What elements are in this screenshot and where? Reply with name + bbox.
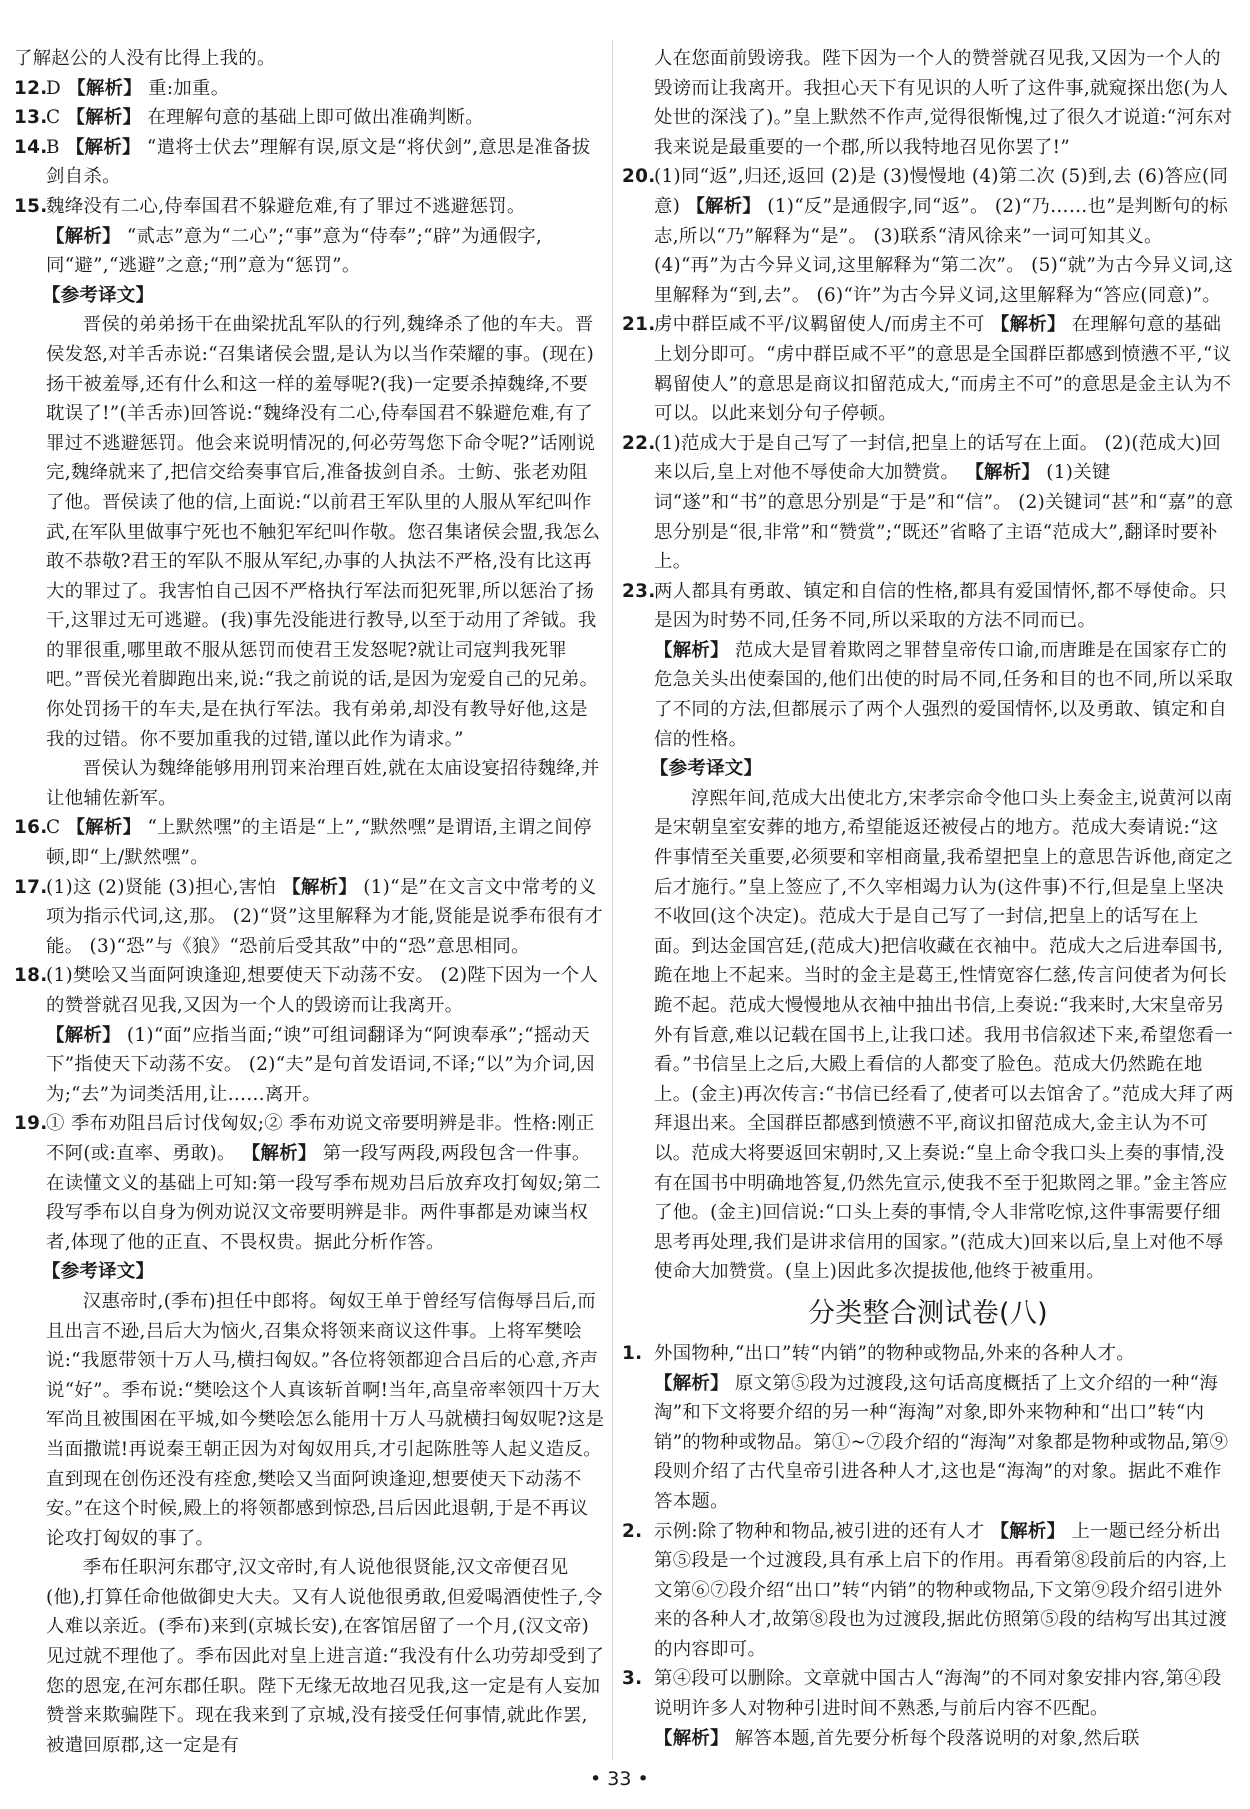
section-heading: 分类整合测试卷(八) xyxy=(807,1297,1049,1329)
answer-22: 22.(1)范成大于是自己写了一封信,把皇上的话写在上面。 (2)(范成大)回来以后,皇上对他不辱使命大加赞赏。 【解析】 (1)关键词“遂”和“书”的意思分别是“于是”和“信”。 (2)关键词“甚”和“嘉”的意思分别是“很,非常”和“赞赏”;“既还”省略了主语“范成大”,翻译时要补上。 xyxy=(622,432,1234,573)
answer-3: 3. 第④段可以删除。文章就中国古人“海淘”的不同对象安排内容,第④段说明许多人对物种引进时间不熟悉,与前后内容不匹配。 xyxy=(622,1668,1222,1720)
column-divider xyxy=(612,40,613,1760)
analysis-18: 【解析】 (1)“面”应指当面;“谀”可组词翻译为“阿谀奉承”;“摇动天下”指使天下动荡不安。 (2)“夫”是句首发语词,不译;“以”为介词,因为;“去”为词类活用,让……离开。 xyxy=(46,1024,595,1105)
answer-2: 2. 示例:除了物种和物品,被引进的还有人才 【解析】 上一题已经分析出第⑤段是一个过渡段,具有承上启下的作用。再看第⑧段前后的内容,上文第⑥⑦段介绍“出口”转“内销”的物种或物品,下文第⑨段介绍引进外来的各种人才,故第⑧段也为过渡段,据此仿照第⑤段的结构写出其过渡的内容即可。 xyxy=(622,1520,1228,1660)
reference-translation-label: 【参考译文】 xyxy=(42,284,155,306)
answer-17: 17.(1)这 (2)贤能 (3)担心,害怕 【解析】 (1)“是”在文言文中常考的义项为指示代词,这,那。 (2)“贤”这里解释为才能,贤能是说季布很有才能。 (3)“恐”与《狼》“恐前后受其敌”中的“恐”意思相同。 xyxy=(14,876,603,957)
translation-paragraph: 淳熙年间,范成大出使北方,宋孝宗命令他口头上奏金主,说黄河以南是宋朝皇室安葬的地方,希望能返还被侵占的地方。范成大奏请说:“这件事情至关重要,必须要和宰相商量,我希望把皇上的意思告诉他,商定之后才施行。”皇上签应了,不久宰相竭力认为(这件事)不行,但是皇上坚决不收回(这个决定)。范成大于是自己写了一封信,把皇上的话写在上面。到达金国宫廷,(范成大)把信收藏在衣袖中。范成大之后进奉国书,跪在地上不起来。当时的金主是葛王,性情宽容仁慈,传言问使者为何长跪不起。范成大慢慢地从衣袖中抽出书信,上奏说:“我来时,大宋皇帝另外有旨意,难以记载在国书上,让我口述。我用书信叙述下来,希望您看一看。”书信呈上之后,大殿上看信的人都变了脸色。范成大仍然跪在地上。(金主)再次传言:“书信已经看了,使者可以去馆舍了。”范成大拜了两拜退出来。全国群臣都感到愤懑不平,商议扣留范成大,金主认为不可以。范成大将要返回宋朝时,又上奏说:“皇上命令我口头上奏的事情,没有在国书中明确地答复,仍然先宣示,使我不至于犯欺罔之罪。”金主答应了他。(金主)回信说:“口头上奏的事情,令人非常吃惊,这件事需要仔细思考再处理,我们是讲求信用的国家。”(范成大)回来以后,皇上对他不辱使命大加赞赏。(皇上)因此多次提拔他,他终于被重用。 xyxy=(654,787,1234,1283)
reference-translation-label: 【参考译文】 xyxy=(650,758,763,780)
answer-16: 16.C 【解析】 “上默然嘿”的主语是“上”,“默然嘿”是谓语,主谓之间停顿,即“上/默然嘿”。 xyxy=(14,817,592,869)
right-column xyxy=(622,44,1234,1753)
answer-23: 23.两人都具有勇敢、镇定和自信的性格,都具有爱国情怀,都不辱使命。只是因为时势不同,任务不同,所以采取的方法不同而已。 xyxy=(622,580,1228,632)
analysis-15: 【解析】 “贰志”意为“二心”;“事”意为“侍奉”;“辟”为通假字,同“避”,“逃避”之意;“刑”意为“惩罚”。 xyxy=(46,225,543,277)
answer-15: 15.魏绛没有二心,侍奉国君不躲避危难,有了罪过不逃避惩罚。 xyxy=(14,195,526,217)
page-number: • 33 • xyxy=(590,1768,649,1790)
answer-18: 18.(1)樊哙又当面阿谀逢迎,想要使天下动荡不安。 (2)陛下因为一个人的赞誉就召见我,又因为一个人的毁谤而让我离开。 xyxy=(14,965,599,1016)
analysis-3: 【解析】 解答本题,首先要分析每个段落说明的对象,然后联 xyxy=(654,1727,1140,1749)
analysis-23: 【解析】 范成大是冒着欺罔之罪替皇帝传口谕,而唐雎是在国家存亡的危急关头出使秦国的,他们出使的时局不同,任务和目的也不同,所以采取了不同的方法,但都展示了两个人强烈的爱国情怀,以及勇敢、镇定和自信的性格。 xyxy=(654,639,1234,750)
translation-paragraph: 汉惠帝时,(季布)担任中郎将。匈奴王单于曾经写信侮辱吕后,而且出言不逊,吕后大为恼火,召集众将领来商议这件事。上将军樊哙说:“我愿带领十万人马,横扫匈奴。”各位将领都迎合吕后的心意,齐声说“好”。季布说:“樊哙这个人真该斩首啊!当年,高皇帝率领四十万大军尚且被围困在平城,如今樊哙怎么能用十万人马就横扫匈奴呢?这是当面撒谎!再说秦王朝正因为对匈奴用兵,才引起陈胜等人起义造反。直到现在创伤还没有痊愈,樊哙又当面阿谀逢迎,想要使天下动荡不安。”在这个时候,殿上的将领都感到惊恐,吕后因此退朝,于是不再议论攻打匈奴的事了。 xyxy=(46,1290,605,1549)
answer-13: 13.C 【解析】 在理解句意的基础上即可做出准确判断。 xyxy=(14,107,484,129)
answer-14: 14.B 【解析】 “遣将士伏去”理解有误,原文是“将伏剑”,意思是准备拔剑自杀。 xyxy=(14,136,591,188)
left-column xyxy=(14,44,606,1760)
analysis-1: 【解析】 原文第⑤段为过渡段,这句话高度概括了上文介绍的一种“海淘”和下文将要介绍的另一种“海淘”对象,即外来物种和“出口”转“内销”的物种或物品。第①~⑦段介绍的“海淘”对象都是物种或物品,第⑨段则介绍了古代皇帝引进各种人才,这也是“海淘”的对象。据此不难作答本题。 xyxy=(654,1372,1229,1512)
answer-20: 20.(1)同“返”,归还,返回 (2)是 (3)慢慢地 (4)第二次 (5)到,去 (6)答应(同意) 【解析】 (1)“反”是通假字,同“返”。 (2)“乃……也”是判断句的标志,所以“乃”解释为“是”。 (3)联系“清风徐来”一词可知其义。 (4)“再”为古今异义词,这里解释为“第二次”。 (5)“就”为古今异义词,这里解释为“到,去”。 (6)“许”为古今异义词,这里解释为“答应(同意)”。 xyxy=(622,166,1234,306)
translation-paragraph: 晋侯的弟弟扬干在曲梁扰乱军队的行列,魏绛杀了他的车夫。晋侯发怒,对羊舌赤说:“召集诸侯会盟,是认为以当作荣耀的事。(现在)扬干被羞辱,还有什么和这一样的羞辱呢?(我)一定要杀掉魏绛,不要耽误了!”(羊舌赤)回答说:“魏绛没有二心,侍奉国君不躲避危难,有了罪过不逃避惩罚。他会来说明情况的,何必劳驾您下命令呢?”话刚说完,魏绛就来了,把信交给奏事官后,准备拔剑自杀。士鲂、张老劝阻了他。晋侯读了他的信,上面说:“以前君王军队里的人服从军纪叫作武,在军队里做事宁死也不触犯军纪叫作敬。您召集诸侯会盟,我怎么敢不恭敬?君王的军队不服从军纪,办事的人执法不严格,没有比这再大的罪过了。我害怕自己因不严格执行军法而犯死罪,所以惩治了扬干,这罪过无可逃避。(我)事先没能进行教导,以至于动用了斧钺。我的罪很重,哪里敢不服从惩罚而使君王发怒呢?就让司寇判我死罪吧。”晋侯光着脚跑出来,说:“我之前说的话,是因为宠爱自己的兄弟。你处罚扬干的车夫,是在执行军法。我有弟弟,却没有教导好他,这是我的过错。你不要加重我的过错,谨以此作为请求。” xyxy=(46,314,601,750)
reference-translation-label: 【参考译文】 xyxy=(42,1261,155,1283)
translation-paragraph: 人在您面前毁谤我。陛下因为一个人的赞誉就召见我,又因为一个人的毁谤而让我离开。我担心天下有见识的人听了这件事,就窥探出您(为人处世的深浅了)。”皇上默然不作声,觉得很惭愧,过了很久才说道:“河东对我来说是最重要的一个郡,所以我特地召见你罢了!” xyxy=(654,48,1233,158)
translation-paragraph: 季布任职河东郡守,汉文帝时,有人说他很贤能,汉文帝便召见(他),打算任命他做御史大夫。又有人说他很勇敢,但爱喝酒使性子,令人难以亲近。(季布)来到(京城长安),在客馆居留了一个月,(汉文帝)见过就不理他了。季布因此对皇上进言道:“我没有什么功劳却受到了您的恩宠,在河东郡任职。陛下无缘无故地召见我,这一定是有人妄加赞誉来欺骗陛下。现在我来到了京城,没有接受任何事情,就此作罢,被遣回原郡,这一定是有 xyxy=(46,1557,605,1756)
answer-21: 21.虏中群臣咸不平/议羁留使人/而虏主不可 【解析】 在理解句意的基础上划分即可。“虏中群臣咸不平”的意思是全国群臣都感到愤懑不平,“议羁留使人”的意思是商议扣留范成大,“而虏主不可”的意思是金主认为不可以。以此来划分句子停顿。 xyxy=(622,314,1232,425)
answer-19: 19.① 季布劝阻吕后讨伐匈奴;② 季布劝说文帝要明辨是非。性格:刚正不阿(或:直率、勇敢)。 【解析】 第一段写两段,两段包含一件事。在读懂文义的基础上可知:第一段写季布规劝吕后放弃攻打匈奴;第二段写季布以自身为例劝说汉文帝要明辨是非。两件事都是劝谏当权者,体现了他的正直、不畏权贵。据此分析作答。 xyxy=(14,1113,602,1253)
translation-paragraph: 晋侯认为魏绛能够用刑罚来治理百姓,就在太庙设宴招待魏绛,并让他辅佐新军。 xyxy=(46,758,600,809)
answer-1: 1. 外国物种,“出口”转“内销”的物种或物品,外来的各种人才。 xyxy=(622,1342,1135,1364)
text-line: 了解赵公的人没有比得上我的。 xyxy=(14,48,276,69)
answer-12: 12.D 【解析】 重:加重。 xyxy=(14,77,230,99)
